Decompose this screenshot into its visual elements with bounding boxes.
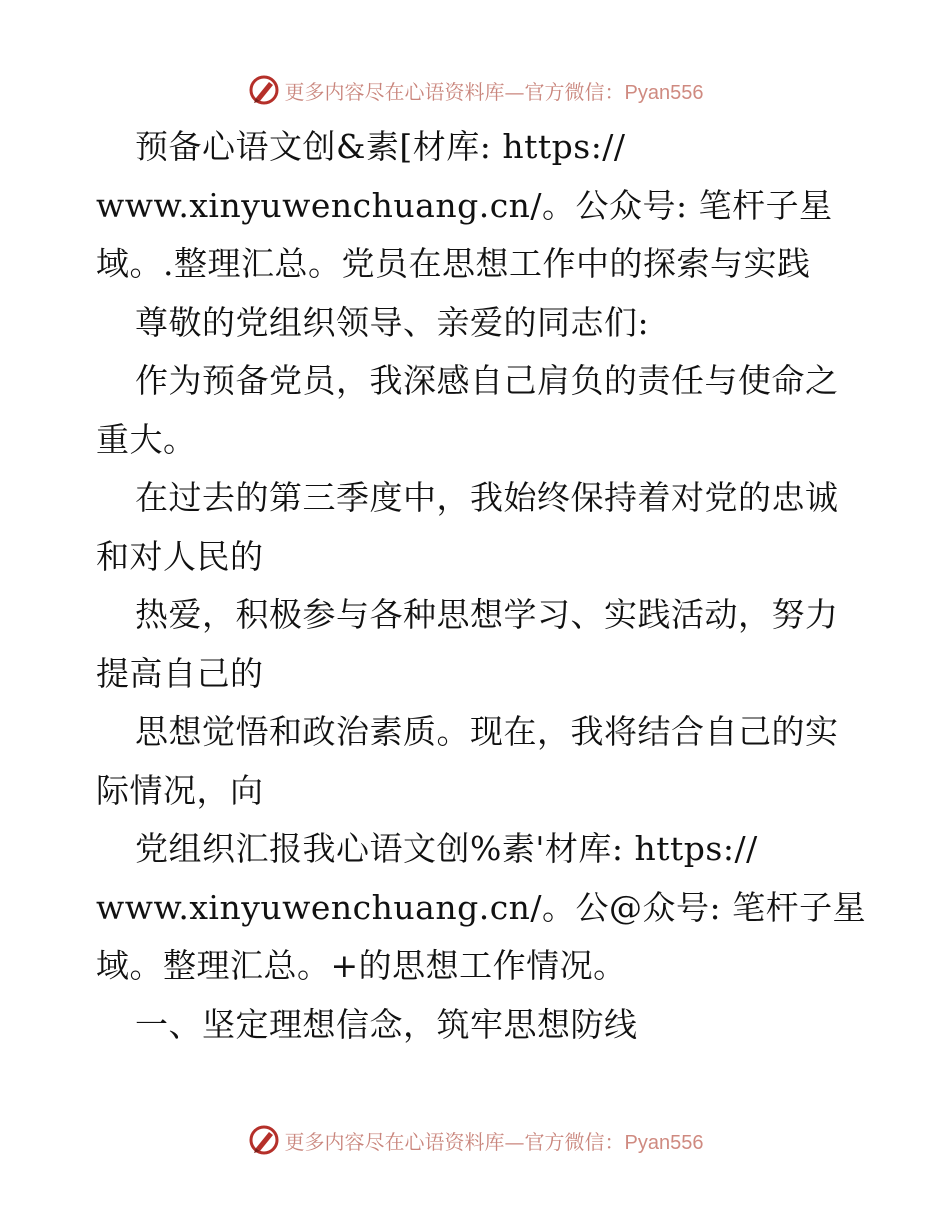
text-line: 域。.整理汇总。党员在思想工作中的探索与实践 <box>96 244 811 283</box>
banner-text: 更多内容尽在心语资料库—官方微信：Pyan556 <box>284 1129 704 1154</box>
text-line: 际情况，向 <box>96 770 264 810</box>
text-line: 作为预备党员，我深感自己肩负的责任与使命之 <box>135 361 839 400</box>
text-line: 在过去的第三季度中，我始终保持着对党的忠诚 <box>135 478 839 517</box>
text-line: 预备心语文创&素[材库: https:// <box>135 127 626 166</box>
banner-text: 更多内容尽在心语资料库—官方微信：Pyan556 <box>284 79 704 104</box>
footer-banner <box>0 1120 950 1160</box>
text-line: 尊敬的党组织领导、亲爱的同志们: <box>135 302 650 342</box>
text-line: www.xinyuwenchuang.cn/。公@众号: 笔杆子星 <box>96 887 867 927</box>
text-line: 一、坚定理想信念，筑牢思想防线 <box>135 1004 638 1044</box>
text-line: 思想觉悟和政治素质。现在，我将结合自己的实 <box>135 712 839 751</box>
text-line: 域。整理汇总。+的思想工作情况。 <box>96 946 627 985</box>
text-line: 和对人民的 <box>96 536 264 576</box>
document-body <box>96 118 866 1054</box>
header-banner <box>0 70 950 110</box>
text-line: 党组织汇报我心语文创%素'材库: https:// <box>135 829 758 868</box>
text-line: 提高自己的 <box>96 653 264 693</box>
pen-logo-icon <box>247 1123 281 1157</box>
pen-logo-icon <box>247 73 281 107</box>
text-line: 重大。 <box>96 419 197 459</box>
text-line: 热爱，积极参与各种思想学习、实践活动，努力 <box>135 595 839 634</box>
text-line: www.xinyuwenchuang.cn/。公众号: 笔杆子星 <box>96 185 833 225</box>
